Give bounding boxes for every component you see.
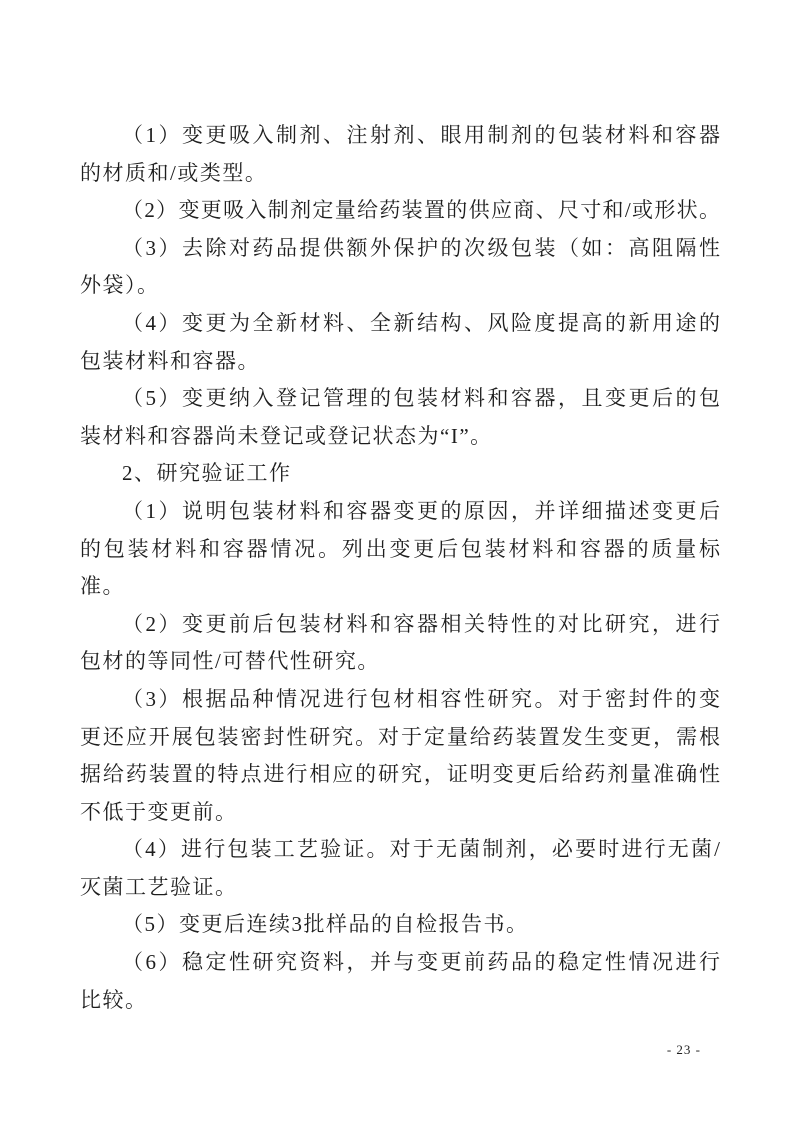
text-line: （2）变更前后包装材料和容器相关特性的对比研究，进行 [122,611,720,636]
text-line: 的包装材料和容器情况。列出变更后包装材料和容器的质量标 [80,536,720,561]
text-line: 不低于变更前。 [80,799,238,824]
text-line: 据给药装置的特点进行相应的研究，证明变更后给药剂量准确性 [80,762,720,787]
text-line: （5）变更后连续3批样品的自检报告书。 [122,912,529,937]
text-line: （6）稳定性研究资料，并与变更前药品的稳定性情况进行 [122,950,720,975]
text-line: 灭菌工艺验证。 [80,874,238,899]
page-number: - 23 - [666,1042,701,1057]
text-line: （3）根据品种情况进行包材相容性研究。对于密封件的变 [122,686,720,711]
text-line: 包装材料和容器。 [80,348,260,373]
text-line: （1）变更吸入制剂、注射剂、眼用制剂的包装材料和容器 [122,123,720,147]
text-line: 2、研究验证工作 [122,461,292,486]
text-line: 装材料和容器尚未登记或登记状态为“I”。 [80,423,493,448]
text-line: （1）说明包装材料和容器变更的原因，并详细描述变更后 [122,498,720,523]
text-line: 的材质和/或类型。 [80,160,268,185]
text-line: （3）去除对药品提供额外保护的次级包装（如：高阻隔性 [122,235,720,260]
text-line: 比较。 [80,987,148,1012]
document-body [80,117,720,1019]
text-line: 更还应开展包装密封性研究。对于定量给药装置发生变更，需根 [80,724,720,749]
text-line: （4）进行包装工艺验证。对于无菌制剂，必要时进行无菌/ [122,837,720,862]
text-line: （5）变更纳入登记管理的包装材料和容器，且变更后的包 [122,386,720,411]
text-line: （2）变更吸入制剂定量给药装置的供应商、尺寸和/或形状。 [122,198,720,223]
text-line: 准。 [80,574,125,599]
text-line: 包材的等同性/可替代性研究。 [80,649,380,674]
text-line: （4）变更为全新材料、全新结构、风险度提高的新用途的 [122,310,720,335]
text-line: 外袋）。 [80,273,160,298]
